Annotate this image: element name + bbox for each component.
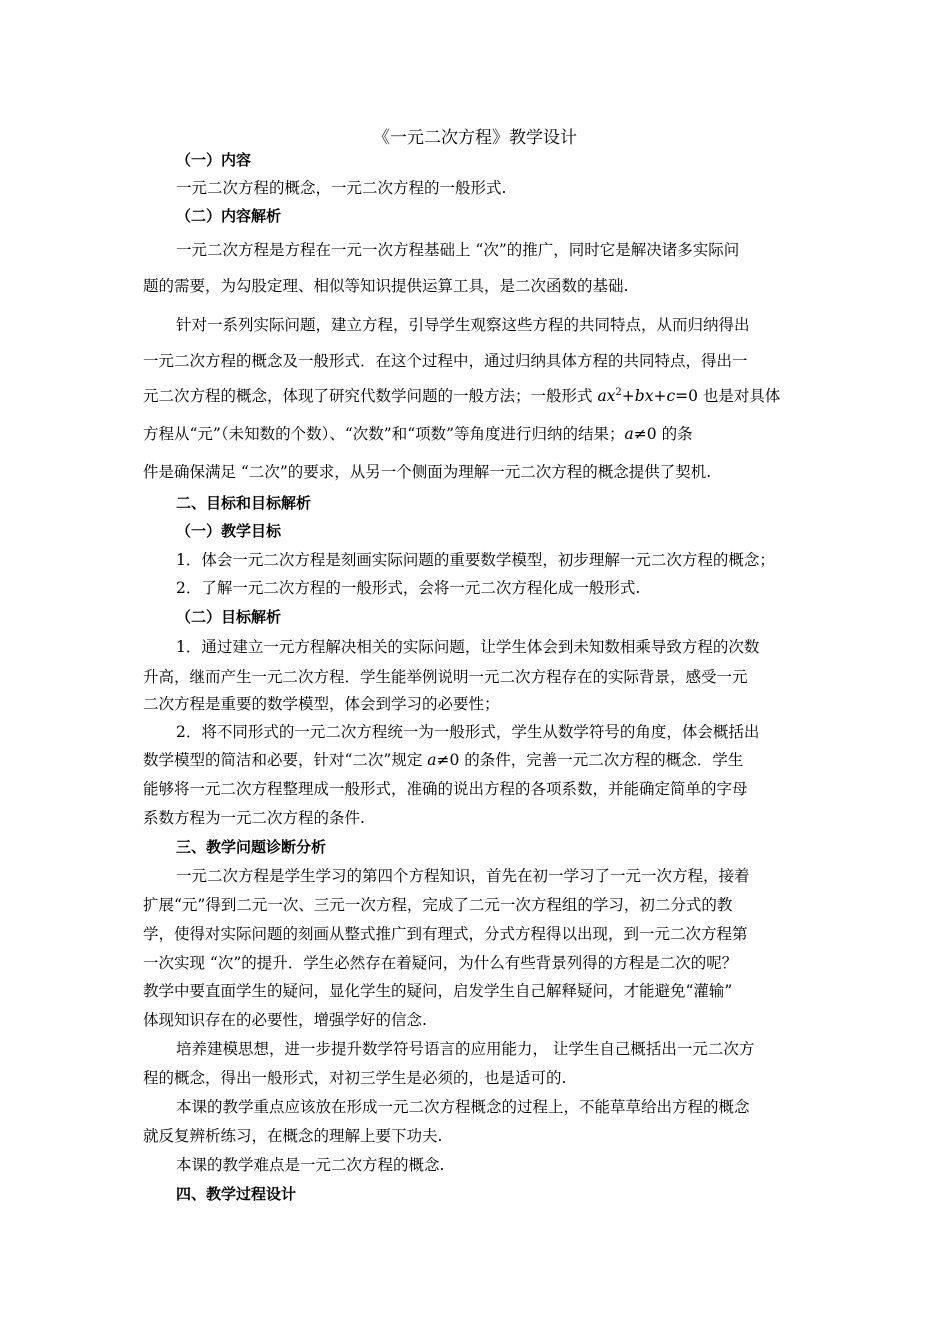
paragraph-line: 能够将一元二次方程整理成一般形式，准确的说出方程的各项系数，并能确定简单的字母 — [143, 780, 748, 798]
paragraph-line-with-formula: 数学模型的简洁和必要，针对“二次”规定 a≠0 的条件，完善一元二次方程的概念．学生 — [143, 751, 744, 769]
heading-content: （一）内容 — [176, 151, 252, 169]
paragraph-line: 1．通过建立一元方程解决相关的实际问题，让学生体会到未知数相乘导致方程的次数 — [176, 638, 760, 656]
goal-item: 1．体会一元二次方程是刻画实际问题的重要数学模型，初步理解一元二次方程的概念； — [176, 551, 775, 569]
paragraph-line: 针对一系列实际问题，建立方程，引导学生观察这些方程的共同特点，从而归纳得出 — [176, 316, 750, 334]
paragraph-line: 一元二次方程是学生学习的第四个方程知识，首先在初一学习了一元一次方程，接着 — [176, 867, 750, 885]
heading-teaching-goals: （一）教学目标 — [176, 522, 282, 540]
paragraph-line: 本课的教学难点是一元二次方程的概念. — [176, 1156, 445, 1174]
content-text: 一元二次方程的概念，一元二次方程的一般形式. — [176, 179, 507, 197]
paragraph-line: 就反复辨析练习，在概念的理解上要下功夫. — [143, 1127, 443, 1145]
goal-item: 2．了解一元二次方程的一般形式，会将一元二次方程化成一般形式. — [176, 579, 641, 597]
paragraph-line: 件是确保满足 “二次”的要求，从另一个侧面为理解一元二次方程的概念提供了契机. — [143, 463, 712, 481]
paragraph-line: 升高，继而产生一元二次方程．学生能举例说明一元二次方程存在的实际背景，感受一元 — [143, 668, 748, 686]
paragraph-line: 题的需要，为勾股定理、相似等知识提供运算工具，是二次函数的基础. — [143, 277, 629, 295]
paragraph-line: 一元二次方程是方程在一元一次方程基础上 “次”的推广，同时它是解决诸多实际问 — [176, 241, 740, 259]
paragraph-line: 本课的教学重点应该放在形成一元二次方程概念的过程上，不能草草给出方程的概念 — [176, 1098, 750, 1116]
paragraph-line: 扩展“元”得到二元一次、三元一次方程，完成了二元一次方程组的学习，初二分式的教 — [143, 896, 733, 914]
paragraph-line: 教学中要直面学生的疑问，显化学生的疑问，启发学生自己解释疑问，才能避免“灌输” — [143, 982, 733, 1000]
paragraph-line: 一次实现 “次”的提升．学生必然存在着疑问，为什么有些背景列得的方程是二次的呢？ — [143, 954, 738, 972]
document-title: 《一元二次方程》教学设计 — [373, 128, 577, 148]
paragraph-line-with-formula: 方程从“元”（未知数的个数）、“次数”和“项数”等角度进行归纳的结果；a≠0 的条 — [143, 425, 693, 443]
paragraph-line: 2．将不同形式的一元二次方程统一为一般形式，学生从数学符号的角度，体会概括出 — [176, 723, 760, 741]
paragraph-line: 程的概念，得出一般形式，对初三学生是必须的，也是适可的. — [143, 1069, 567, 1087]
heading-goal-analysis: （二）目标解析 — [176, 608, 282, 626]
paragraph-line: 二次方程是重要的数学模型，体会到学习的必要性； — [143, 695, 500, 713]
heading-diagnosis: 三、教学问题诊断分析 — [176, 838, 327, 856]
heading-process: 四、教学过程设计 — [176, 1185, 297, 1203]
paragraph-line: 学，使得对实际问题的刻画从整式推广到有理式，分式方程得以出现，到一元二次方程第 — [143, 925, 748, 943]
paragraph-line: 系数方程为一元二次方程的条件. — [143, 809, 365, 827]
paragraph-line: 培养建模思想，进一步提升数学符号语言的应用能力， 让学生自己概括出一元二次方 — [176, 1040, 755, 1058]
heading-goals: 二、目标和目标解析 — [176, 494, 312, 512]
paragraph-line: 体现知识存在的必要性，增强学好的信念. — [143, 1011, 427, 1029]
paragraph-line-with-formula: 元二次方程的概念，体现了研究代数学问题的一般方法；一般形式 $ax^2+bx+c=0$ 也是对具体 — [143, 386, 781, 405]
paragraph-line: 一元二次方程的概念及一般形式．在这个过程中，通过归纳具体方程的共同特点，得出一 — [143, 352, 748, 370]
heading-content-analysis: （二）内容解析 — [176, 207, 282, 225]
